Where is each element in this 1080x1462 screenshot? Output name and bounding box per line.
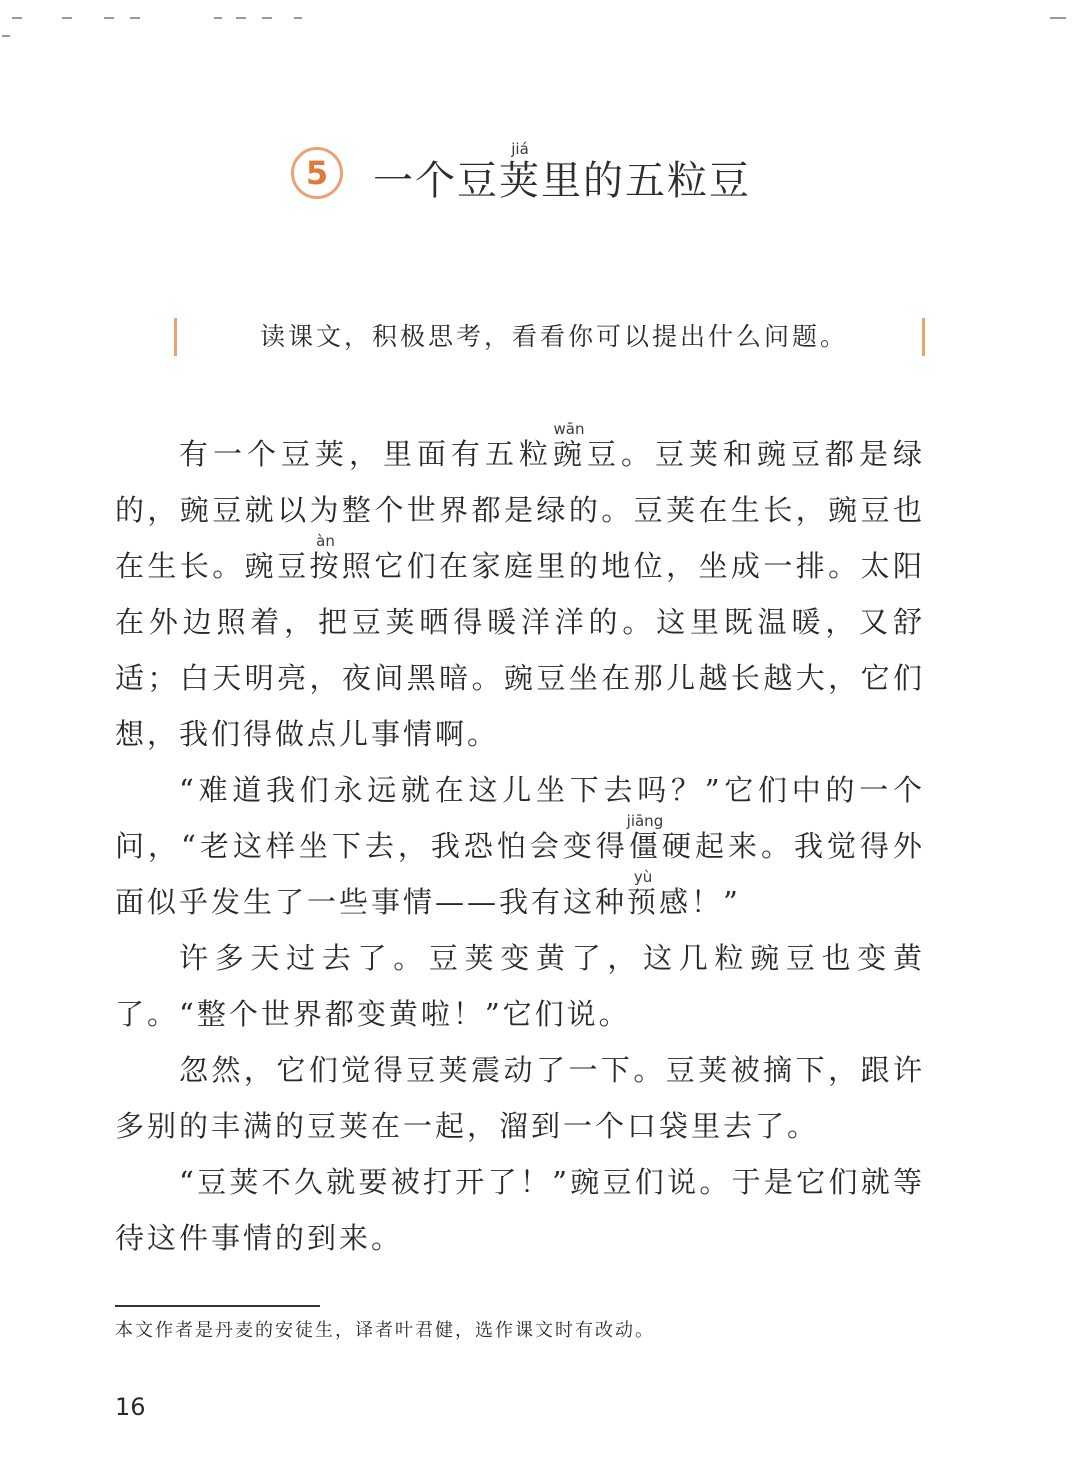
paragraph-1-text-1: 有一个豆荚，里面有五粒 — [179, 437, 553, 471]
ruby-pinyin: wān — [552, 420, 585, 438]
ruby-pinyin: yù — [627, 868, 660, 886]
paragraph-2-ruby-1 — [626, 812, 664, 863]
scan-edge-marks — [0, 0, 1080, 40]
footnote: 本文作者是丹麦的安徒生，译者叶君健，选作课文时有改动。 — [115, 1320, 655, 1341]
paragraph-2-text-1: “难道我们永远就在这儿坐下去吗？”它们中的一个问，“老这样坐下去，我恐怕会变得 — [115, 773, 925, 863]
paragraph-4: 忽然，它们觉得豆荚震动了一下。豆荚被摘下，跟许多别的丰满的豆荚在一起，溜到一个口袋里去了。 — [115, 1053, 925, 1143]
ruby-pinyin: jiāng — [626, 812, 664, 830]
paragraph-3: 许多天过去了。豆荚变黄了，这几粒豌豆也变黄了。“整个世界都变黄啦！”它们说。 — [115, 941, 925, 1031]
reading-prompt — [160, 312, 940, 362]
prompt-left-bar — [174, 318, 177, 356]
title-ruby-char: 荚 — [499, 158, 541, 204]
paragraph-2 — [115, 762, 925, 930]
paragraph-2-text-3: 感！” — [659, 885, 741, 919]
title-pinyin: jiá — [499, 140, 541, 158]
ruby-char: 预 — [627, 885, 660, 919]
reading-prompt-text: 读课文，积极思考，看看你可以提出什么问题。 — [260, 322, 849, 351]
ruby-char: 僵 — [626, 829, 664, 863]
title-part-1: 一个豆 — [373, 158, 499, 204]
paragraph-5: “豆荚不久就要被打开了！”豌豆们说。于是它们就等待这件事情的到来。 — [115, 1165, 925, 1255]
paragraph-1-text-3: 照它们在家庭里的地位，坐成一排。太阳在外边照着，把豆荚晒得暖洋洋的。这里既温暖，又舒适；白天明亮，夜间黑暗。豌豆坐在那儿越长越大，它们想，我们得做点儿事情啊。 — [115, 549, 925, 751]
lesson-number-badge: 5 — [291, 147, 343, 199]
page-number: 16 — [115, 1393, 146, 1421]
lesson-title-row — [0, 130, 1080, 240]
paragraph-1 — [115, 422, 925, 762]
prompt-right-bar — [922, 318, 925, 356]
ruby-char: 豌 — [552, 437, 587, 471]
title-ruby — [499, 140, 541, 204]
title-part-2: 里的五粒豆 — [541, 158, 751, 204]
paragraph-1-ruby-2 — [309, 532, 342, 583]
ruby-pinyin: àn — [309, 532, 342, 550]
ruby-char: 按 — [309, 549, 342, 583]
paragraph-1-ruby-1 — [552, 420, 587, 471]
footnote-divider — [115, 1305, 320, 1307]
lesson-title — [373, 142, 751, 212]
paragraph-2-ruby-2 — [627, 868, 660, 919]
paragraph-1-text-2: 豆。豆荚和豌豆都是绿的，豌豆就以为整个世界都是绿的。豆荚在生长，豌豆也在生长。豌豆 — [115, 437, 925, 583]
lesson-body — [115, 422, 925, 1266]
paragraph-2-text-2: 硬起来。我觉得外面似乎发生了一些事情——我有这种 — [115, 829, 925, 919]
